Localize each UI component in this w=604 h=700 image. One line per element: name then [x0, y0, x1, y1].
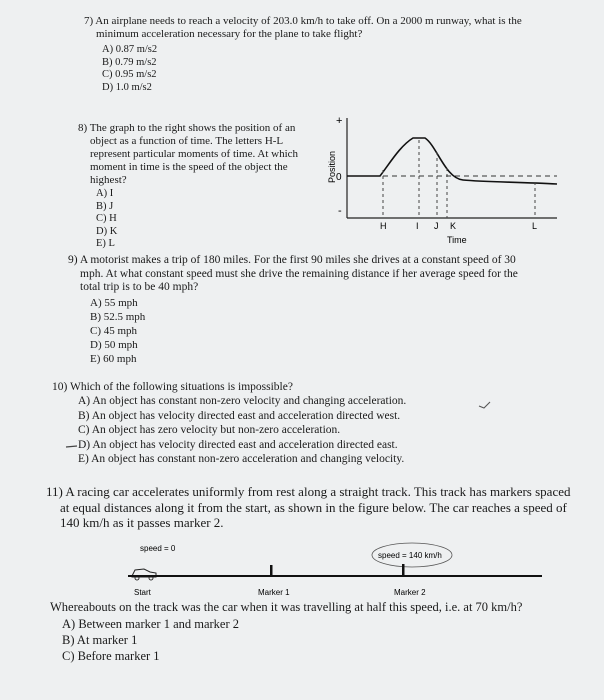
q7-option-b: B) 0.79 m/s2: [102, 56, 157, 68]
question-10: [52, 380, 592, 467]
q7-option-d: D) 1.0 m/s2: [102, 81, 152, 93]
marker-1-label: Marker 1: [258, 588, 290, 597]
q8-line: object as a function of time. The letters H-L: [90, 135, 284, 147]
q10-option-a: A) An object has constant non-zero velocity and changing acceleration.: [78, 395, 407, 407]
q7-line: minimum acceleration necessary for the plane to take flight?: [96, 28, 363, 40]
question-11-followup: [50, 600, 602, 664]
q10-option-e: E) An object has constant non-zero acceleration and changing velocity.: [78, 453, 405, 465]
speed-start-label: speed = 0: [140, 544, 176, 553]
q7-option-a: A) 0.87 m/s2: [102, 44, 158, 55]
q9-line: 9) A motorist makes a trip of 180 miles. For the first 90 miles she drives at a constant speed of 30: [68, 254, 516, 266]
marker-i: I: [416, 221, 419, 231]
q9-option-e: E) 60 mph: [90, 352, 137, 365]
q10-option-c: C) An object has zero velocity but non-zero acceleration.: [78, 424, 341, 436]
q11-option-a: A) Between marker 1 and marker 2: [62, 616, 240, 631]
question-11: [46, 484, 602, 531]
q11-line: 11) A racing car accelerates uniformly from rest along a straight track. This track has markers spaced: [46, 484, 571, 499]
q10-option-d: D) An object has velocity directed east and acceleration directed east.: [78, 438, 398, 451]
marker-j: J: [434, 221, 439, 231]
zero-label: 0: [336, 172, 342, 183]
q11-option-b: B) At marker 1: [62, 632, 138, 647]
q9-option-d: D) 50 mph: [90, 338, 138, 351]
question-8: [78, 122, 328, 251]
q8-option-c: C) H: [96, 213, 117, 224]
position-time-graph: [325, 108, 560, 248]
marker-k: K: [450, 221, 457, 231]
race-track-figure: [120, 536, 550, 598]
q9-option-a: A) 55 mph: [90, 296, 138, 309]
q8-option-e: E) L: [96, 238, 115, 249]
marker-2-label: Marker 2: [394, 588, 426, 597]
handwritten-dash-mark: [64, 440, 80, 454]
q8-line: represent particular moments of time. At which: [90, 148, 299, 160]
q7-option-c: C) 0.95 m/s2: [102, 69, 157, 80]
q11-line: 140 km/h as it passes marker 2.: [60, 515, 224, 530]
marker-2-post: [402, 564, 405, 576]
marker-1-post: [270, 565, 273, 576]
q8-line: 8) The graph to the right shows the position of an: [78, 122, 296, 134]
q10-option-b: B) An object has velocity directed east and acceleration directed west.: [78, 409, 401, 422]
q10-line: 10) Which of the following situations is impossible?: [52, 381, 293, 393]
q9-option-b: B) 52.5 mph: [90, 310, 146, 323]
q8-option-b: B) J: [96, 200, 114, 212]
marker-l: L: [532, 221, 538, 231]
q9-line: mph. At what constant speed must she drive the remaining distance if her average speed for the: [80, 267, 518, 280]
car-icon: [132, 569, 156, 580]
question-9: [68, 254, 598, 366]
q11-line: at equal distances along it from the start, as shown in the figure below. The car reaches a speed of: [60, 499, 567, 515]
handwritten-check-mark: [476, 396, 496, 414]
position-curve: [347, 138, 557, 184]
q9-option-c: C) 45 mph: [90, 324, 138, 337]
x-axis-label: Time: [447, 235, 467, 245]
q8-line: moment in time is the speed of the object the: [90, 161, 288, 173]
q8-option-d: D) K: [96, 225, 118, 237]
q7-line: 7) An airplane needs to reach a velocity of 203.0 km/h to take off. On a 2000 m runway, what is the: [84, 15, 522, 27]
speed-end-label: speed = 140 km/h: [378, 551, 442, 560]
minus-label: -: [338, 205, 342, 217]
plus-label: +: [336, 115, 343, 127]
q8-option-a: A) I: [96, 188, 114, 199]
q11-option-c: C) Before marker 1: [62, 648, 160, 663]
q8-line: highest?: [90, 174, 127, 186]
q9-line: total trip is to be 40 mph?: [80, 281, 199, 293]
q11-question: Whereabouts on the track was the car when it was travelling at half this speed, i.e. at 70 km/h?: [50, 600, 523, 614]
marker-h: H: [380, 221, 387, 231]
start-label: Start: [134, 588, 151, 597]
y-axis-label: Position: [327, 150, 337, 183]
question-7: [84, 15, 604, 94]
